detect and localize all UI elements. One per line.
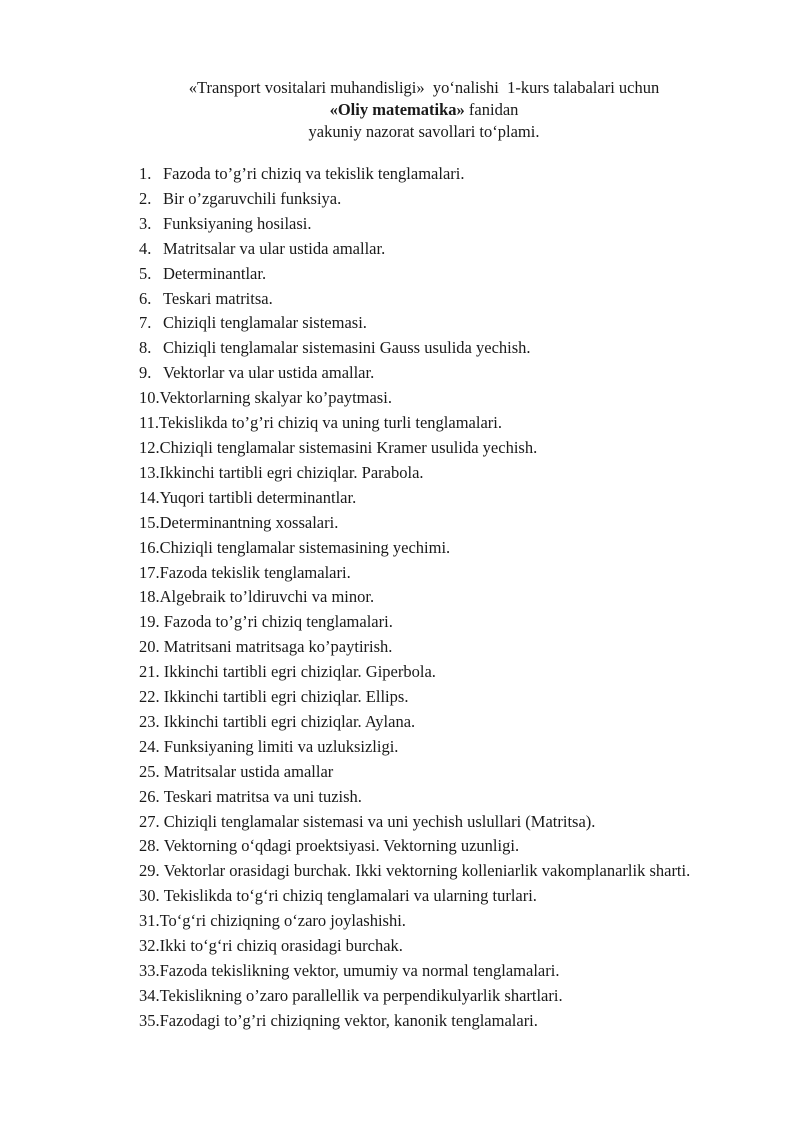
question-item bbox=[139, 585, 743, 610]
question-item bbox=[139, 785, 743, 810]
question-text: Matritsalar ustida amallar bbox=[163, 761, 334, 781]
question-text: Matritsalar va ular ustida amallar. bbox=[163, 238, 386, 258]
question-item bbox=[139, 336, 743, 361]
question-text: Vektorlar va ular ustida amallar. bbox=[163, 363, 375, 383]
question-number: 15. bbox=[139, 512, 160, 532]
question-text: Fazoda to’g’ri chiziq va tekislik tenglamalari. bbox=[163, 164, 465, 183]
question-item bbox=[139, 187, 743, 212]
question-text: Determinantlar. bbox=[163, 263, 267, 283]
question-number: 3. bbox=[139, 213, 152, 233]
question-text: Fazoda tekislikning vektor, umumiy va normal tenglamalari. bbox=[159, 961, 560, 980]
question-text: Tekislikda to‘g‘ri chiziq tenglamalari va ularning turlari. bbox=[163, 886, 537, 906]
question-number: 32. bbox=[139, 936, 160, 956]
question-text: Ikkinchi tartibli egri chiziqlar. Aylana. bbox=[163, 711, 416, 731]
question-number: 25. bbox=[139, 761, 164, 781]
question-text: Chiziqli tenglamalar sistemasining yechimi. bbox=[159, 537, 451, 557]
question-number: 35. bbox=[139, 1010, 160, 1030]
question-text: Vektorning o‘qdagi proektsiyasi. Vektorning uzunligi. bbox=[163, 836, 520, 856]
header-line-1: «Transport vositalari muhandisligi» yo‘nalishi 1-kurs talabalari uchun bbox=[188, 78, 660, 97]
question-text: Ikkinchi tartibli egri chiziqlar. Parabola. bbox=[159, 462, 424, 482]
question-number: 12. bbox=[139, 437, 160, 457]
question-number: 2. bbox=[139, 188, 152, 208]
question-number: 14. bbox=[139, 487, 160, 507]
question-item bbox=[139, 287, 743, 312]
document-header bbox=[0, 77, 800, 143]
question-item bbox=[139, 635, 743, 660]
question-item bbox=[139, 909, 743, 934]
question-item bbox=[139, 386, 743, 411]
question-item bbox=[139, 361, 743, 386]
question-text: Fazoda to’g’ri chiziq tenglamalari. bbox=[163, 612, 393, 632]
question-text: Vektorlarning skalyar ko’paytmasi. bbox=[159, 388, 392, 408]
question-number: 7. bbox=[139, 313, 152, 333]
question-item bbox=[139, 436, 743, 461]
question-number: 16. bbox=[139, 537, 160, 557]
question-text: Ikkinchi tartibli egri chiziqlar. Giperbola. bbox=[163, 662, 436, 682]
question-item bbox=[139, 884, 743, 909]
subject-title: «Oliy matematika» bbox=[329, 100, 465, 119]
question-item bbox=[139, 760, 743, 785]
question-text: Ikki to‘g‘ri chiziq orasidagi burchak. bbox=[159, 936, 403, 956]
question-number: 28. bbox=[139, 836, 164, 856]
question-number: 5. bbox=[139, 263, 152, 283]
question-text: Yuqori tartibli determinantlar. bbox=[159, 487, 357, 507]
question-item bbox=[139, 237, 743, 262]
question-item bbox=[139, 511, 743, 536]
question-item bbox=[139, 610, 743, 635]
header-line-2 bbox=[0, 99, 800, 121]
question-text: Algebraik to’ldiruvchi va minor. bbox=[159, 587, 375, 607]
question-item bbox=[139, 685, 743, 710]
question-number: 30. bbox=[139, 886, 164, 906]
question-number: 24. bbox=[139, 736, 164, 756]
question-number: 17. bbox=[139, 562, 160, 582]
header-line-3: yakuniy nazorat savollari to‘plami. bbox=[308, 122, 540, 141]
question-number: 6. bbox=[139, 288, 152, 308]
question-item bbox=[139, 959, 743, 984]
question-item bbox=[139, 411, 743, 436]
question-text: Chiziqli tenglamalar sistemasini Gauss usulida yechish. bbox=[163, 338, 531, 358]
question-text: Matritsani matritsaga ko’paytirish. bbox=[163, 637, 393, 657]
question-text: Chiziqli tenglamalar sistemasini Kramer usulida yechish. bbox=[159, 437, 538, 457]
question-number: 23. bbox=[139, 711, 164, 731]
question-number: 33. bbox=[139, 961, 160, 980]
question-item bbox=[139, 735, 743, 760]
question-text: Funksiyaning limiti va uzluksizligi. bbox=[163, 736, 399, 756]
question-item bbox=[139, 262, 743, 287]
question-number: 26. bbox=[139, 786, 164, 806]
subject-suffix: fanidan bbox=[464, 100, 519, 119]
question-item bbox=[139, 162, 743, 187]
question-text: Teskari matritsa. bbox=[163, 288, 273, 308]
question-number: 8. bbox=[139, 338, 152, 358]
question-item bbox=[139, 984, 743, 1009]
question-item bbox=[139, 536, 743, 561]
question-item bbox=[139, 1009, 743, 1034]
question-text: Ikkinchi tartibli egri chiziqlar. Ellips. bbox=[163, 687, 409, 707]
question-number: 34. bbox=[139, 985, 160, 1005]
question-text: Determinantning xossalari. bbox=[159, 512, 339, 532]
question-item bbox=[139, 660, 743, 685]
question-item bbox=[139, 461, 743, 486]
question-number: 18. bbox=[139, 587, 160, 607]
question-list bbox=[139, 162, 743, 1034]
question-text: Fazodagi to’g’ri chiziqning vektor, kanonik tenglamalari. bbox=[159, 1010, 538, 1030]
question-number: 19. bbox=[139, 612, 164, 632]
question-item bbox=[139, 212, 743, 237]
question-number: 4. bbox=[139, 238, 152, 258]
question-item bbox=[139, 561, 743, 586]
question-number: 11. bbox=[139, 413, 160, 433]
question-number: 9. bbox=[139, 363, 152, 383]
question-text: Funksiyaning hosilasi. bbox=[163, 213, 312, 233]
question-text: Chiziqli tenglamalar sistemasi va uni yechish uslullari (Matritsa). bbox=[163, 811, 596, 831]
question-number: 22. bbox=[139, 687, 164, 707]
question-text: Teskari matritsa va uni tuzish. bbox=[163, 786, 362, 806]
question-number: 27. bbox=[139, 811, 164, 831]
question-item bbox=[139, 834, 743, 859]
question-text: Tekislikning o’zaro parallellik va perpendikulyarlik shartlari. bbox=[159, 985, 563, 1005]
question-item bbox=[139, 311, 743, 336]
question-item bbox=[139, 710, 743, 735]
question-number: 13. bbox=[139, 462, 160, 482]
question-number: 21. bbox=[139, 662, 164, 682]
question-text: Chiziqli tenglamalar sistemasi. bbox=[163, 313, 367, 333]
question-number: 10. bbox=[139, 388, 160, 408]
question-number: 29. bbox=[139, 861, 164, 881]
question-text: Bir o’zgaruvchili funksiya. bbox=[163, 188, 342, 208]
question-text: To‘g‘ri chiziqning o‘zaro joylashishi. bbox=[159, 911, 406, 931]
question-item bbox=[139, 859, 743, 884]
question-item bbox=[139, 486, 743, 511]
question-text: Fazoda tekislik tenglamalari. bbox=[159, 562, 351, 582]
question-text: Tekislikda to’g’ri chiziq va uning turli tenglamalari. bbox=[159, 413, 502, 433]
question-number: 1. bbox=[139, 164, 152, 183]
question-text: Vektorlar orasidagi burchak. Ikki vektorning kolleniarlik vakomplanarlik sharti. bbox=[163, 861, 691, 881]
question-item bbox=[139, 810, 743, 835]
question-item bbox=[139, 934, 743, 959]
question-number: 20. bbox=[139, 637, 164, 657]
question-number: 31. bbox=[139, 911, 160, 931]
